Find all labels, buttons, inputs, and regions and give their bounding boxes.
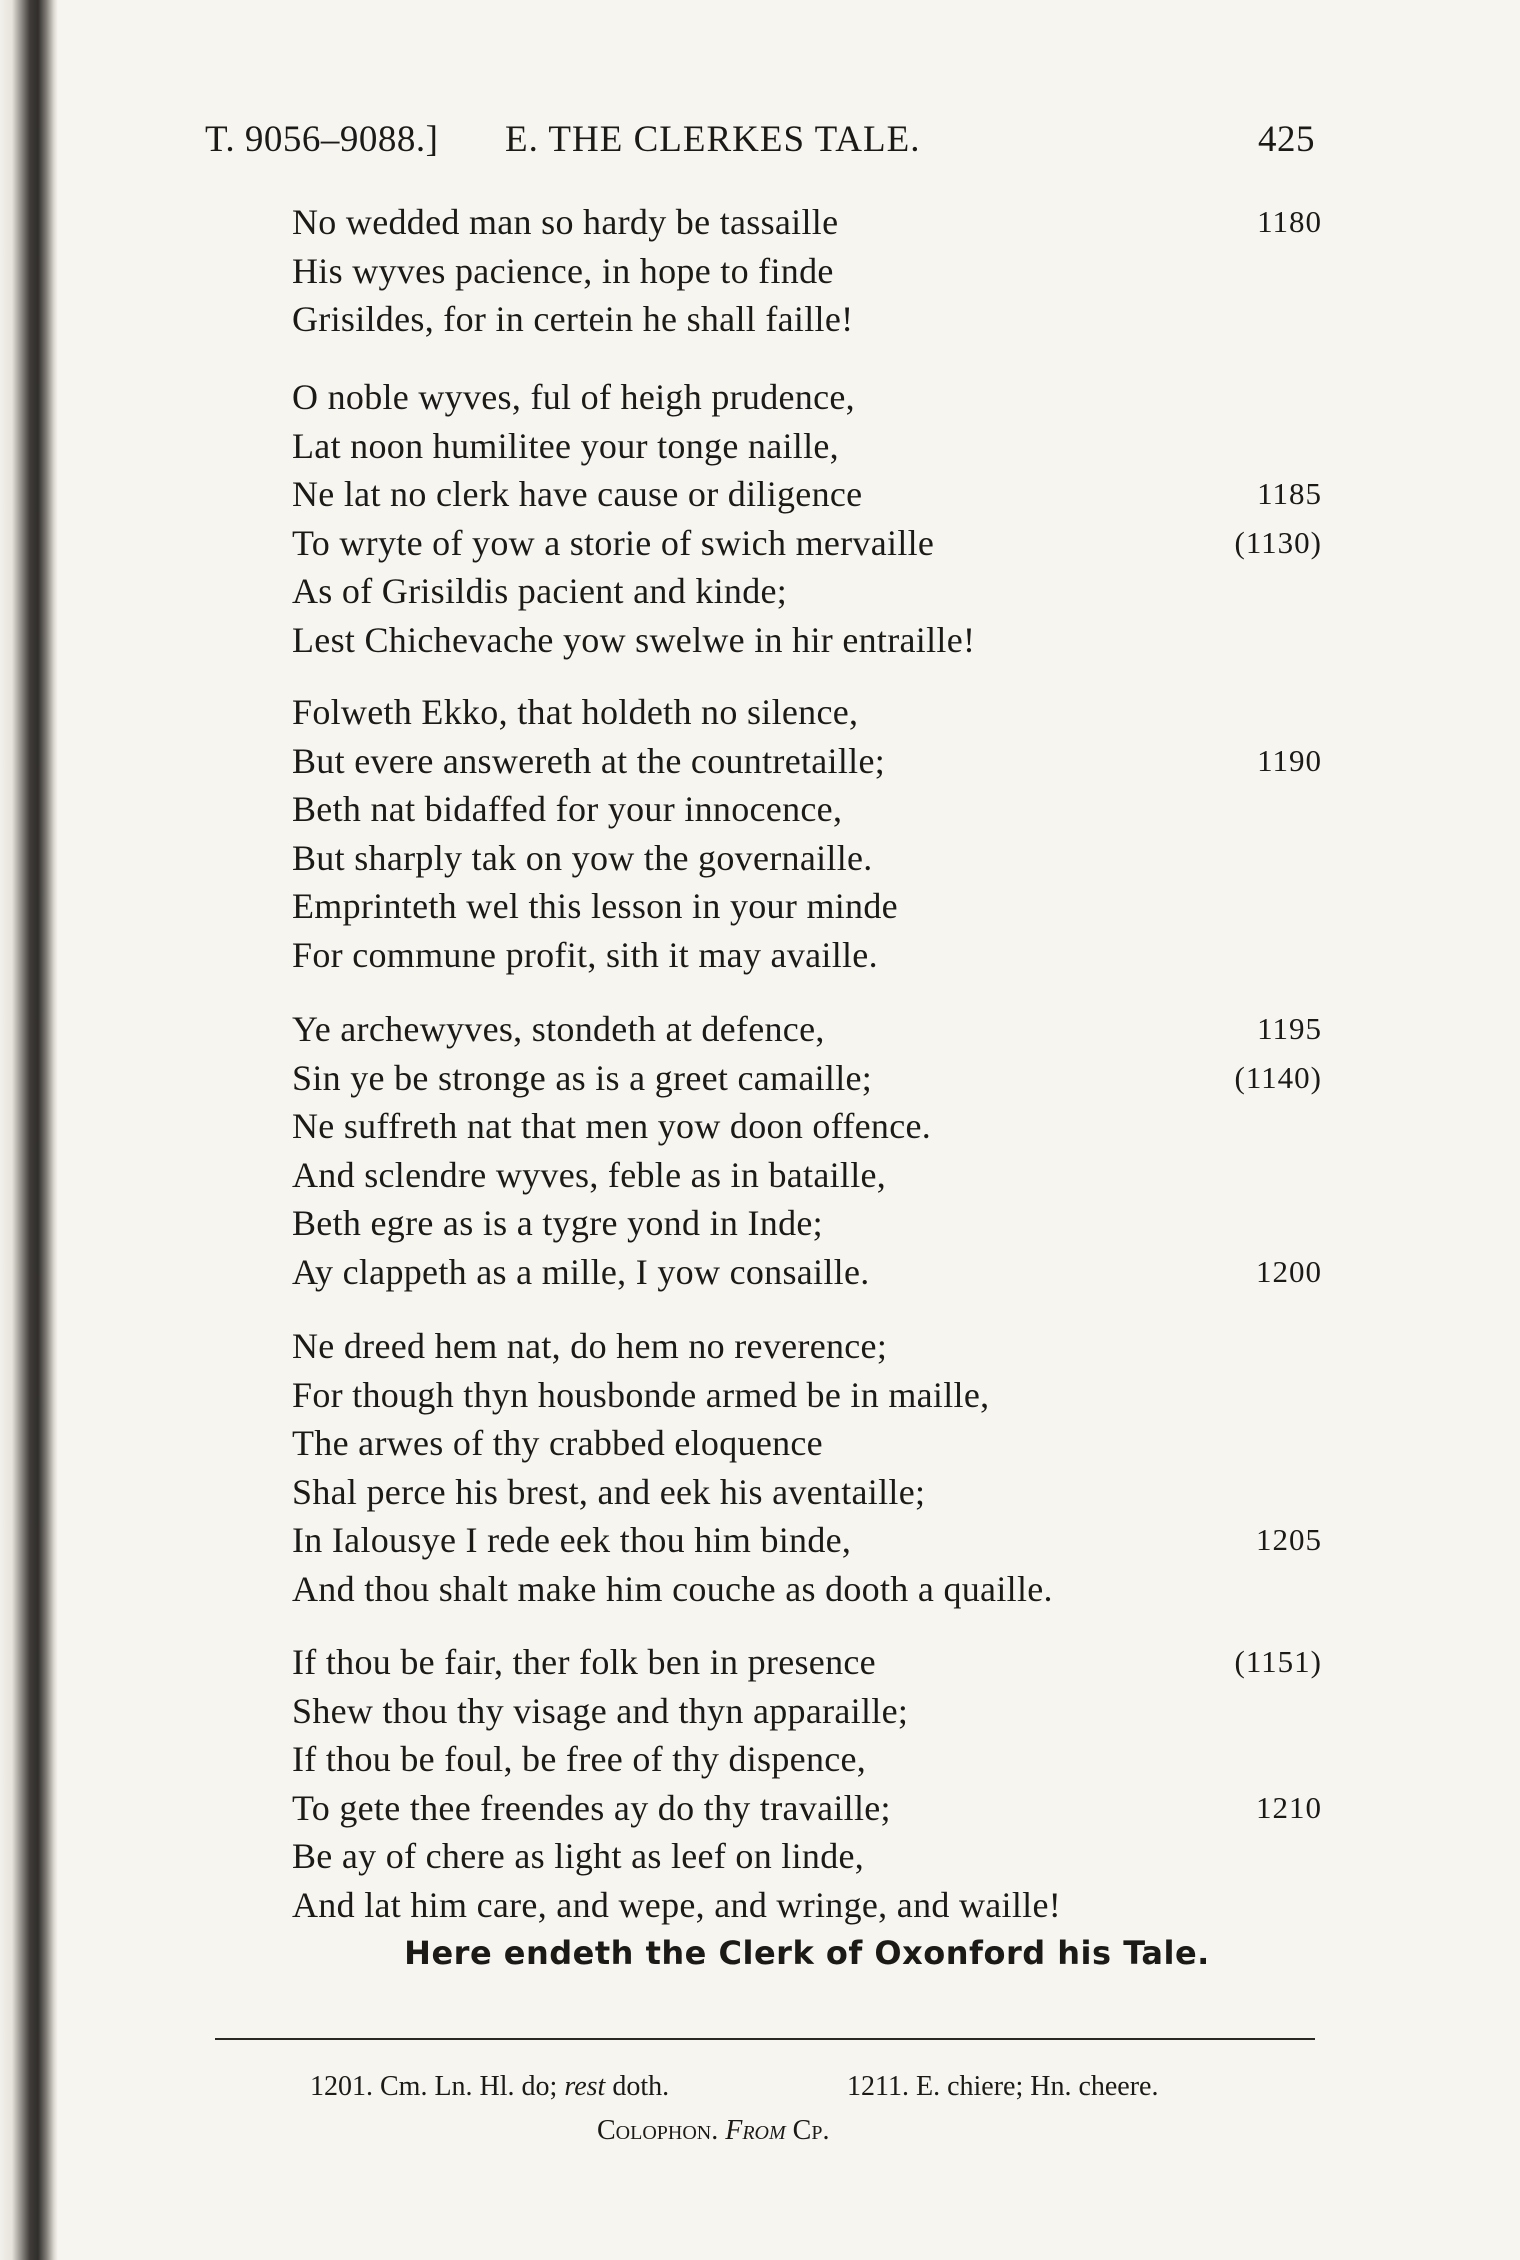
verse-line: [292, 1371, 1322, 1420]
footnote-text: 1201. Cm. Ln. Hl. do;: [310, 2071, 558, 2102]
verse-text: Be ay of chere as light as leef on linde,: [292, 1836, 865, 1876]
verse-text: To gete thee freendes ay do thy travaille;: [292, 1787, 891, 1828]
verse-line: [292, 295, 1322, 344]
verse-line: [292, 422, 1322, 471]
verse-text: Beth egre as is a tygre yond in Inde;: [292, 1203, 823, 1243]
explicit-heading: Here endeth the Clerk of Oxonford his Tale.: [404, 1934, 1210, 1972]
line-number: 1180: [1257, 204, 1322, 239]
verse-line: [292, 247, 1322, 296]
verse-line: [292, 1054, 1322, 1103]
stanza-3: [292, 688, 1322, 979]
verse-line: [292, 882, 1322, 931]
verse-text: Ay clappeth as a mille, I yow consaille.: [292, 1251, 870, 1292]
line-number: 1185: [1257, 476, 1322, 511]
verse-line: [292, 1735, 1322, 1784]
verse-text: O noble wyves, ful of heigh prudence,: [292, 377, 855, 417]
verse-text: For commune profit, sith it may availle.: [292, 934, 878, 975]
verse-text: To wryte of yow a storie of swich mervaille: [292, 522, 935, 563]
colophon-label: Colophon.: [597, 2115, 719, 2146]
verse-text: If thou be fair, ther folk ben in presence: [292, 1642, 876, 1682]
verse-text: And sclendre wyves, feble as in bataille,: [292, 1154, 887, 1195]
verse-line: [292, 1687, 1322, 1736]
verse-line: [292, 1419, 1322, 1468]
verse-text: If thou be foul, be free of thy dispence,: [292, 1739, 867, 1779]
verse-text: Sin ye be stronge as is a greet camaille;: [292, 1057, 873, 1098]
verse-line: [292, 688, 1322, 737]
verse-text: Ne suffreth nat that men yow doon offence.: [292, 1106, 932, 1146]
verse-text: Beth nat bidaffed for your innocence,: [292, 789, 843, 829]
section-title: E. THE CLERKES TALE.: [505, 119, 921, 160]
verse-line: [292, 519, 1322, 568]
line-number: 1205: [1256, 1522, 1322, 1557]
verse-text: Folweth Ekko, that holdeth no silence,: [292, 692, 859, 732]
stanza-2: [292, 373, 1322, 664]
verse-line: [292, 470, 1322, 519]
line-number: 1200: [1256, 1253, 1322, 1289]
verse-line: [292, 1322, 1322, 1371]
line-number: (1151): [1234, 1644, 1322, 1679]
verse-text: Lat noon humilitee your tonge naille,: [292, 425, 839, 466]
stanza-6: [292, 1638, 1322, 1929]
line-range: T. 9056–9088.]: [205, 119, 439, 160]
verse-line: [292, 1565, 1322, 1614]
verse-text: Ne dreed hem nat, do hem no reverence;: [292, 1326, 888, 1366]
verse-text: For though thyn housbonde armed be in maille,: [292, 1374, 990, 1415]
footnote-text: doth.: [612, 2071, 670, 2102]
verse-text: And lat him care, and wepe, and wringe, and waille!: [292, 1884, 1062, 1925]
verse-text: Shal perce his brest, and eek his aventaille;: [292, 1471, 926, 1512]
verse-text: But evere answereth at the countretaille;: [292, 740, 886, 781]
verse-text: No wedded man so hardy be tassaille: [292, 202, 839, 242]
verse-line: [292, 1468, 1322, 1517]
verse-line: [292, 1832, 1322, 1881]
line-number: (1140): [1234, 1059, 1322, 1095]
verse-text: Grisildes, for in certein he shall faille!: [292, 299, 854, 339]
verse-line: [292, 1102, 1322, 1151]
footnote-italic: rest: [564, 2071, 606, 2102]
verse-text: But sharply tak on yow the governaille.: [292, 837, 873, 878]
colophon-note: [597, 2109, 829, 2153]
verse-line: [292, 1199, 1322, 1248]
verse-text: Ye archewyves, stondeth at defence,: [292, 1009, 825, 1049]
line-number: (1130): [1234, 524, 1322, 560]
stanza-1: [292, 198, 1322, 344]
verse-line: [292, 737, 1322, 786]
verse-line: [292, 1881, 1322, 1930]
verse-line: [292, 1248, 1322, 1297]
running-head: [205, 118, 1315, 168]
verse-line: [292, 1784, 1322, 1833]
footnote-1211: 1211. E. chiere; Hn. cheere.: [847, 2071, 1159, 2102]
footnote-line: [292, 2065, 1322, 2146]
verse-line: [292, 567, 1322, 616]
verse-line: [292, 1151, 1322, 1200]
verse-text: His wyves pacience, in hope to finde: [292, 250, 834, 291]
verse-line: [292, 1005, 1322, 1054]
verse-text: The arwes of thy crabbed eloquence: [292, 1423, 823, 1463]
colophon-text: Cp.: [792, 2115, 830, 2146]
verse-line: [292, 1516, 1322, 1565]
page-number: 425: [1258, 119, 1315, 160]
verse-line: [292, 931, 1322, 980]
colophon-italic: From: [725, 2115, 786, 2146]
footnotes: [292, 2065, 1322, 2146]
stanza-5: [292, 1322, 1322, 1613]
verse-line: [292, 785, 1322, 834]
verse-line: [292, 1638, 1322, 1687]
footnote-rule: [215, 2038, 1315, 2040]
verse-text: In Ialousye I rede eek thou him binde,: [292, 1520, 852, 1560]
footnote-1201: [310, 2065, 669, 2109]
verse-line: [292, 616, 1322, 665]
stanza-4: [292, 1005, 1322, 1296]
verse-text: Lest Chichevache yow swelwe in hir entraille!: [292, 619, 976, 660]
verse-text: And thou shalt make him couche as dooth a quaille.: [292, 1568, 1053, 1609]
verse-text: Shew thou thy visage and thyn apparaille;: [292, 1690, 909, 1731]
verse-text: Emprinteth wel this lesson in your minde: [292, 886, 898, 926]
verse-line: [292, 373, 1322, 422]
line-number: 1195: [1257, 1011, 1322, 1046]
verse-line: [292, 834, 1322, 883]
line-number: 1190: [1257, 742, 1322, 778]
line-number: 1210: [1256, 1789, 1322, 1825]
verse-line: [292, 198, 1322, 247]
verse-text: As of Grisildis pacient and kinde;: [292, 571, 788, 611]
verse-text: Ne lat no clerk have cause or diligence: [292, 474, 863, 514]
